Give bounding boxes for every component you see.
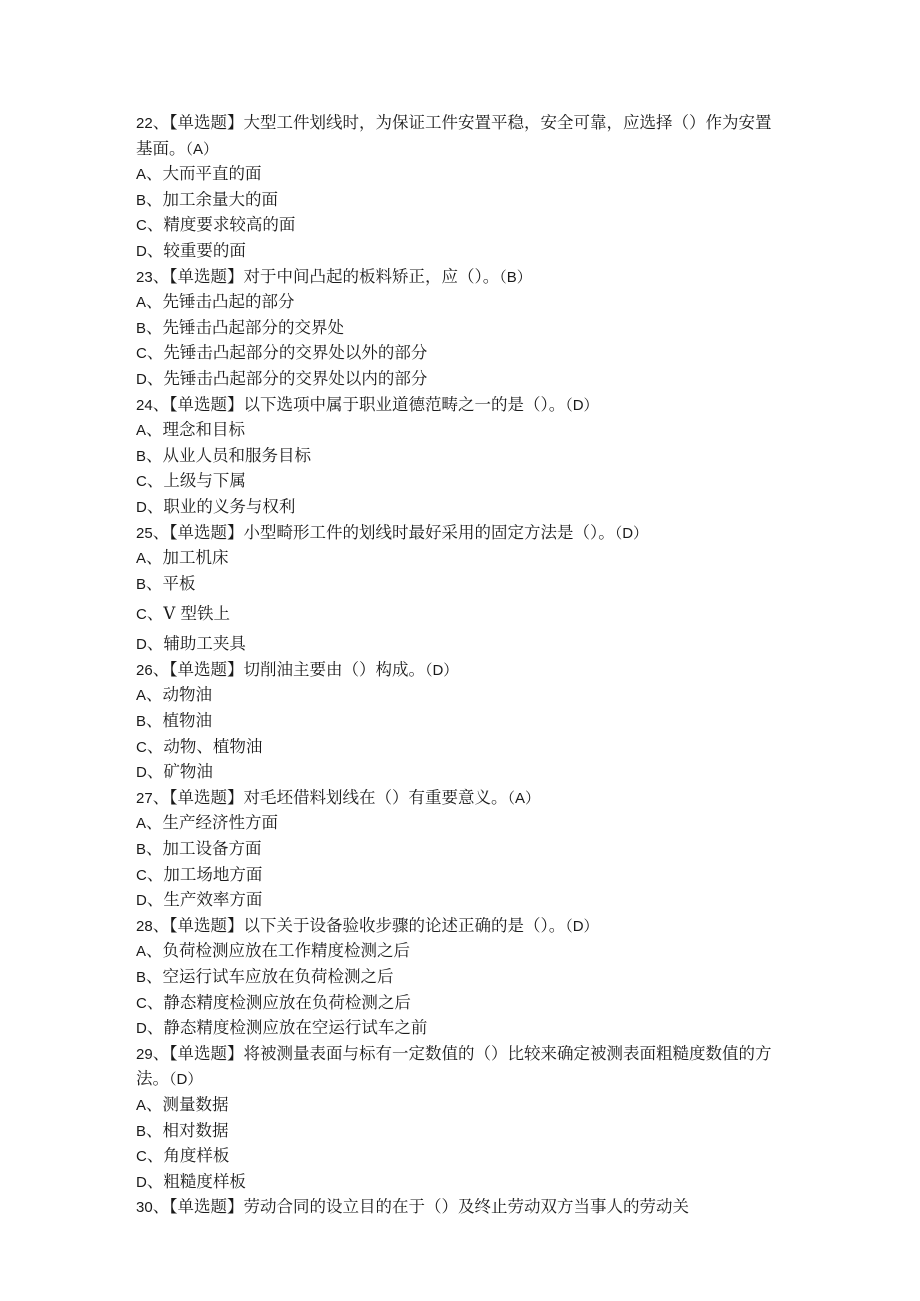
option-item: [136, 837, 776, 863]
option-item: [136, 495, 776, 521]
option-list: [136, 162, 776, 264]
option-text: 植物油: [162, 711, 213, 731]
option-item: [136, 811, 776, 837]
question-answer: （A）: [185, 140, 219, 158]
option-letter: A: [136, 294, 147, 312]
option-letter: C: [136, 1148, 147, 1166]
question-item: [136, 521, 776, 658]
option-text: 平板: [162, 573, 196, 593]
option-separator: 、: [146, 634, 164, 654]
option-letter: B: [136, 191, 147, 209]
option-text: 辅助工夹具: [163, 634, 246, 654]
option-text: 加工机床: [162, 548, 229, 568]
option-separator: 、: [146, 548, 163, 568]
option-list: [136, 1093, 776, 1195]
option-separator: 、: [146, 1171, 164, 1191]
option-letter: D: [136, 636, 147, 654]
question-answer: （A）: [507, 789, 540, 807]
question-type-tag: 【单选题】: [169, 522, 244, 542]
question-stem: 对毛坯借料划线在（）有重要意义。: [243, 787, 508, 807]
question-answer: （D）: [424, 661, 459, 679]
option-separator: 、: [146, 368, 164, 388]
option-letter: C: [136, 217, 147, 235]
option-list: [136, 939, 776, 1041]
option-text: 动物油: [162, 685, 213, 705]
question-stem-line: [136, 265, 776, 291]
option-item: [136, 1170, 776, 1196]
question-type-tag: 【单选题】: [169, 659, 244, 679]
option-item: [136, 632, 776, 658]
question-type-tag: 【单选题】: [169, 113, 244, 132]
option-list: [136, 546, 776, 658]
option-letter: B: [136, 1122, 147, 1140]
number-separator: 、: [152, 915, 170, 935]
number-separator: 、: [152, 1197, 170, 1217]
option-separator: 、: [146, 1018, 164, 1038]
number-separator: 、: [152, 522, 170, 542]
option-item: [136, 188, 776, 214]
option-letter: C: [136, 738, 147, 756]
option-letter: A: [136, 166, 147, 184]
question-type-tag: 【单选题】: [169, 1197, 244, 1217]
option-letter: C: [136, 473, 147, 491]
question-stem: 切削油主要由（）构成。: [243, 659, 425, 679]
option-text: V 型铁上: [163, 604, 231, 624]
option-separator: 、: [146, 164, 163, 184]
option-text: 粗糙度样板: [163, 1171, 246, 1191]
option-separator: 、: [146, 317, 163, 337]
option-letter: C: [136, 994, 147, 1012]
option-separator: 、: [146, 1094, 163, 1114]
option-separator: 、: [146, 992, 164, 1012]
option-separator: 、: [146, 573, 163, 593]
option-separator: 、: [146, 711, 163, 731]
option-letter: A: [136, 943, 147, 961]
option-item: [136, 444, 776, 470]
option-list: [136, 290, 776, 392]
question-item: [136, 1195, 776, 1221]
number-separator: 、: [152, 787, 170, 807]
option-item: [136, 760, 776, 786]
question-stem-line: [136, 1042, 776, 1093]
option-text: 加工余量大的面: [162, 189, 279, 209]
question-stem: 以下选项中属于职业道德范畴之一的是（）。: [243, 394, 566, 414]
option-separator: 、: [146, 813, 163, 833]
question-list: [136, 111, 776, 1221]
option-separator: 、: [146, 496, 164, 516]
option-item: [136, 213, 776, 239]
option-text: 动物、植物油: [163, 736, 263, 756]
question-number: 25: [136, 524, 153, 542]
option-separator: 、: [146, 471, 164, 491]
option-letter: C: [136, 606, 147, 624]
question-answer: （D）: [565, 917, 599, 935]
option-separator: 、: [146, 240, 164, 260]
option-item: [136, 341, 776, 367]
option-letter: B: [136, 447, 147, 465]
option-item: [136, 888, 776, 914]
option-letter: A: [136, 1096, 147, 1114]
question-type-tag: 【单选题】: [169, 266, 244, 286]
question-item: [136, 1042, 776, 1196]
option-separator: 、: [146, 941, 163, 961]
question-stem-line: [136, 914, 776, 940]
option-letter: D: [136, 764, 147, 782]
option-list: [136, 683, 776, 785]
question-type-tag: 【单选题】: [169, 915, 244, 935]
question-stem: 将被测量表面与标有一定数值的（）比较来确定被测表面粗糙度数值的方法。: [136, 1043, 772, 1089]
option-item: [136, 239, 776, 265]
number-separator: 、: [152, 113, 170, 132]
question-stem-line: [136, 393, 776, 419]
option-text: 理念和目标: [162, 420, 246, 440]
question-stem-line: [136, 111, 776, 162]
option-separator: 、: [146, 343, 164, 363]
option-separator: 、: [146, 839, 163, 859]
option-letter: D: [136, 892, 147, 910]
question-stem: 小型畸形工件的划线时最好采用的固定方法是（）。: [243, 522, 615, 542]
option-letter: D: [136, 242, 147, 260]
question-item: [136, 658, 776, 786]
option-letter: C: [136, 345, 147, 363]
option-item: [136, 1119, 776, 1145]
option-separator: 、: [146, 189, 163, 209]
question-stem: 劳动合同的设立目的在于（）及终止劳动双方当事人的劳动关: [243, 1197, 689, 1217]
option-item: [136, 735, 776, 761]
option-text: 生产效率方面: [163, 890, 263, 910]
option-separator: 、: [146, 292, 163, 312]
option-separator: 、: [146, 445, 163, 465]
question-stem-line: [136, 658, 776, 684]
option-separator: 、: [146, 890, 164, 910]
option-text: 先锤击凸起的部分: [162, 292, 295, 312]
question-number: 28: [136, 917, 153, 935]
question-item: [136, 914, 776, 1042]
question-stem: 以下关于设备验收步骤的论述正确的是（）。: [243, 915, 566, 935]
option-text: 从业人员和服务目标: [162, 445, 312, 465]
question-item: [136, 111, 776, 265]
option-letter: B: [136, 841, 147, 859]
option-text: 加工设备方面: [162, 839, 262, 859]
option-text: 测量数据: [162, 1094, 229, 1114]
option-item: [136, 709, 776, 735]
question-item: [136, 393, 776, 521]
option-separator: 、: [146, 762, 164, 782]
option-letter: A: [136, 422, 147, 440]
option-separator: 、: [146, 736, 164, 756]
option-letter: B: [136, 575, 147, 593]
question-number: 26: [136, 661, 153, 679]
question-type-tag: 【单选题】: [169, 787, 244, 807]
option-text: 负荷检测应放在工作精度检测之后: [162, 941, 411, 961]
option-separator: 、: [146, 420, 163, 440]
option-text: 生产经济性方面: [162, 813, 279, 833]
question-number: 27: [136, 789, 153, 807]
option-separator: 、: [146, 1120, 163, 1140]
option-letter: D: [136, 1020, 147, 1038]
option-separator: 、: [146, 864, 164, 884]
option-letter: A: [136, 687, 147, 705]
option-item: [136, 290, 776, 316]
option-list: [136, 811, 776, 913]
option-item: [136, 1093, 776, 1119]
number-separator: 、: [152, 394, 170, 414]
option-text: 大而平直的面: [162, 164, 262, 184]
option-letter: D: [136, 370, 147, 388]
option-separator: 、: [146, 215, 164, 235]
option-letter: A: [136, 550, 147, 568]
option-item: [136, 683, 776, 709]
option-letter: D: [136, 1173, 147, 1191]
question-number: 29: [136, 1045, 153, 1063]
option-letter: B: [136, 319, 147, 337]
option-item: [136, 965, 776, 991]
question-number: 22: [136, 115, 153, 132]
option-text: 精度要求较高的面: [163, 215, 296, 235]
option-text: 空运行试车应放在负荷检测之后: [162, 967, 394, 986]
option-separator: 、: [146, 967, 163, 986]
question-answer: （D）: [614, 524, 649, 542]
option-text: 静态精度检测应放在空运行试车之前: [163, 1018, 428, 1038]
number-separator: 、: [152, 659, 170, 679]
question-number: 23: [136, 268, 153, 286]
option-list: [136, 418, 776, 520]
option-text: 矿物油: [163, 762, 213, 782]
option-letter: A: [136, 815, 147, 833]
question-stem-line: [136, 786, 776, 812]
option-item: [136, 418, 776, 444]
option-letter: B: [136, 713, 147, 731]
question-type-tag: 【单选题】: [169, 1043, 244, 1063]
option-item: [136, 597, 776, 632]
option-text: 加工场地方面: [163, 864, 263, 884]
option-text: 较重要的面: [163, 240, 246, 260]
option-letter: D: [136, 498, 147, 516]
option-item: [136, 1144, 776, 1170]
question-item: [136, 265, 776, 393]
option-item: [136, 1016, 776, 1042]
option-item: [136, 162, 776, 188]
option-text: 先锤击凸起部分的交界处以外的部分: [163, 343, 428, 363]
question-stem: 大型工件划线时，为保证工件安置平稳，安全可靠，应选择（）作为安置基面。: [136, 113, 772, 158]
option-text: 上级与下属: [163, 471, 246, 491]
question-item: [136, 786, 776, 914]
option-text: 相对数据: [162, 1120, 229, 1140]
question-answer: （D）: [169, 1071, 203, 1089]
option-item: [136, 991, 776, 1017]
question-number: 24: [136, 396, 153, 414]
option-separator: 、: [146, 1146, 164, 1166]
option-item: [136, 316, 776, 342]
option-text: 职业的义务与权利: [163, 496, 296, 516]
option-item: [136, 546, 776, 572]
question-stem-line: [136, 1195, 776, 1221]
number-separator: 、: [152, 266, 170, 286]
option-item: [136, 939, 776, 965]
number-separator: 、: [152, 1043, 170, 1063]
option-item: [136, 367, 776, 393]
option-item: [136, 469, 776, 495]
question-answer: （B）: [499, 268, 532, 286]
question-stem-line: [136, 521, 776, 547]
option-text: 先锤击凸起部分的交界处: [162, 317, 345, 337]
question-number: 30: [136, 1199, 153, 1217]
question-stem: 对于中间凸起的板料矫正，应（）。: [243, 266, 500, 286]
option-text: 先锤击凸起部分的交界处以内的部分: [163, 368, 428, 388]
option-item: [136, 572, 776, 598]
option-letter: B: [136, 969, 147, 986]
option-text: 静态精度检测应放在负荷检测之后: [163, 992, 411, 1012]
option-text: 角度样板: [163, 1146, 230, 1166]
option-separator: 、: [146, 604, 164, 624]
question-type-tag: 【单选题】: [169, 394, 244, 414]
option-separator: 、: [146, 685, 163, 705]
option-item: [136, 863, 776, 889]
option-letter: C: [136, 866, 147, 884]
question-answer: （D）: [565, 396, 599, 414]
